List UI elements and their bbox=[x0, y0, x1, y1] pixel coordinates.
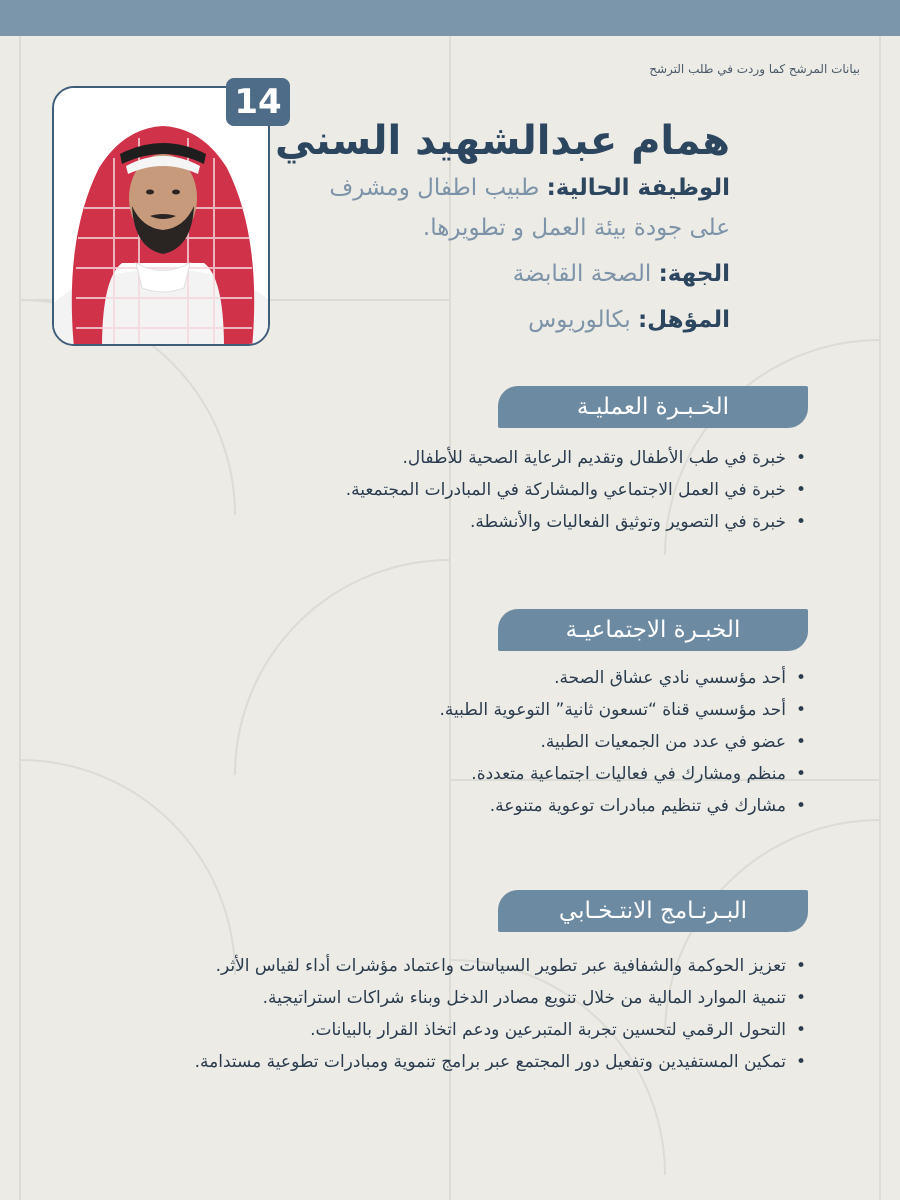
list-item: • عضو في عدد من الجمعيات الطبية. bbox=[440, 726, 808, 758]
work-experience-list bbox=[346, 442, 808, 538]
job-line-2 bbox=[423, 210, 730, 246]
electoral-program-list bbox=[195, 950, 808, 1078]
list-item: • خبرة في طب الأطفال وتقديم الرعاية الصحية للأطفال. bbox=[346, 442, 808, 474]
header-note: بيانات المرشح كما وردت في طلب الترشح bbox=[649, 62, 860, 76]
work-experience-header: الخـبـرة العمليـة bbox=[498, 386, 808, 428]
list-item: • أحد مؤسسي نادي عشاق الصحة. bbox=[440, 662, 808, 694]
list-item: • أحد مؤسسي قناة “تسعون ثانية” التوعوية الطبية. bbox=[440, 694, 808, 726]
qualification-line bbox=[528, 302, 730, 338]
qualification-label: المؤهل: bbox=[637, 307, 730, 333]
job-line bbox=[329, 170, 730, 206]
candidate-name: همام عبدالشهيد السني bbox=[275, 118, 730, 164]
electoral-program-header: البـرنـامج الانتـخـابي bbox=[498, 890, 808, 932]
job-value: طبيب اطفال ومشرف bbox=[329, 175, 540, 201]
candidate-number-badge: 14 bbox=[226, 78, 290, 126]
org-value: الصحة القابضة bbox=[512, 261, 652, 287]
org-line bbox=[513, 256, 730, 292]
list-item: • خبرة في العمل الاجتماعي والمشاركة في المبادرات المجتمعية. bbox=[346, 474, 808, 506]
list-item: • التحول الرقمي لتحسين تجربة المتبرعين ودعم اتخاذ القرار بالبيانات. bbox=[195, 1014, 808, 1046]
job-label: الوظيفة الحالية: bbox=[546, 175, 730, 201]
social-experience-list bbox=[440, 662, 808, 822]
social-experience-header: الخبـرة الاجتماعيـة bbox=[498, 609, 808, 651]
list-item: • تعزيز الحوكمة والشفافية عبر تطوير السياسات واعتماد مؤشرات أداء لقياس الأثر. bbox=[195, 950, 808, 982]
list-item: • تنمية الموارد المالية من خلال تنويع مصادر الدخل وبناء شراكات استراتيجية. bbox=[195, 982, 808, 1014]
list-item: • منظم ومشارك في فعاليات اجتماعية متعددة. bbox=[440, 758, 808, 790]
list-item: • خبرة في التصوير وتوثيق الفعاليات والأنشطة. bbox=[346, 506, 808, 538]
list-item: • تمكين المستفيدين وتفعيل دور المجتمع عبر برامج تنموية ومبادرات تطوعية مستدامة. bbox=[195, 1046, 808, 1078]
job-value-continued: على جودة بيئة العمل و تطويرها. bbox=[422, 215, 730, 241]
qualification-value: بكالوريوس bbox=[528, 307, 631, 333]
org-label: الجهة: bbox=[658, 261, 730, 287]
list-item: • مشارك في تنظيم مبادرات توعوية متنوعة. bbox=[440, 790, 808, 822]
